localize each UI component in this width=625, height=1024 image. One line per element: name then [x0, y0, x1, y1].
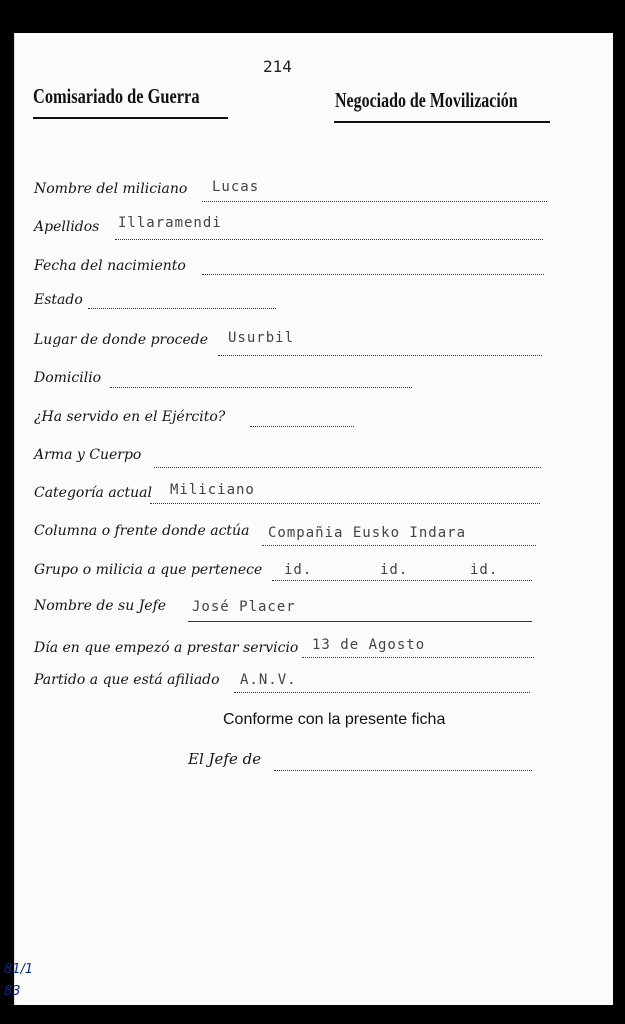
value-partido: A.N.V. [240, 672, 297, 688]
label-jefe-de: El Jefe de [188, 750, 262, 768]
value-categoria: Miliciano [170, 482, 255, 498]
label-apellidos: Apellidos [34, 219, 100, 235]
label-nombre: Nombre del miliciano [34, 181, 188, 197]
header-left-underline [33, 117, 228, 119]
value-jefe: José Placer [192, 599, 296, 615]
label-jefe: Nombre de su Jefe [34, 598, 167, 614]
label-partido: Partido a que está afiliado [34, 672, 220, 688]
line-jefe [188, 621, 532, 622]
line-nombre [202, 201, 547, 202]
label-fecha-nacimiento: Fecha del nacimiento [34, 258, 186, 274]
record-card [14, 33, 613, 1005]
label-arma: Arma y Cuerpo [34, 447, 142, 463]
value-grupo-1: id. [284, 562, 313, 578]
header-comisariado: Comisariado de Guerra [33, 84, 200, 108]
line-arma [154, 467, 541, 468]
line-ejercito [250, 426, 354, 427]
margin-note-2: 83 [4, 984, 21, 999]
line-lugar [218, 355, 542, 356]
label-categoria: Categoría actual [34, 485, 152, 501]
margin-note-1: 81/1 [4, 962, 34, 977]
line-grupo [272, 580, 532, 581]
header-negociado: Negociado de Movilización [335, 88, 518, 112]
label-estado: Estado [34, 292, 83, 308]
value-apellidos: Illaramendi [118, 215, 222, 231]
line-apellidos [115, 239, 543, 240]
line-columna [262, 545, 536, 546]
line-estado [88, 308, 276, 309]
label-lugar: Lugar de donde procede [34, 332, 209, 348]
value-nombre: Lucas [212, 179, 260, 195]
line-jefe-de [274, 770, 532, 771]
value-lugar: Usurbil [228, 330, 295, 346]
label-grupo: Grupo o milicia a que pertenece [34, 562, 263, 578]
conforme-text: Conforme con la presente ficha [223, 711, 446, 728]
value-grupo-3: id. [470, 562, 499, 578]
label-columna: Columna o frente donde actúa [34, 523, 250, 539]
line-dia [302, 657, 534, 658]
value-grupo-2: id. [380, 562, 409, 578]
line-categoria [150, 503, 540, 504]
label-ejercito: ¿Ha servido en el Ejército? [34, 409, 226, 425]
value-dia: 13 de Agosto [312, 637, 426, 653]
line-domicilio [110, 387, 412, 388]
header-right-underline [334, 121, 550, 123]
value-columna: Compañia Eusko Indara [268, 525, 467, 541]
card-number: 214 [263, 57, 292, 76]
label-dia: Día en que empezó a prestar servicio [34, 640, 299, 656]
line-fecha-nacimiento [202, 274, 544, 275]
label-domicilio: Domicilio [34, 370, 102, 386]
line-partido [234, 692, 530, 693]
